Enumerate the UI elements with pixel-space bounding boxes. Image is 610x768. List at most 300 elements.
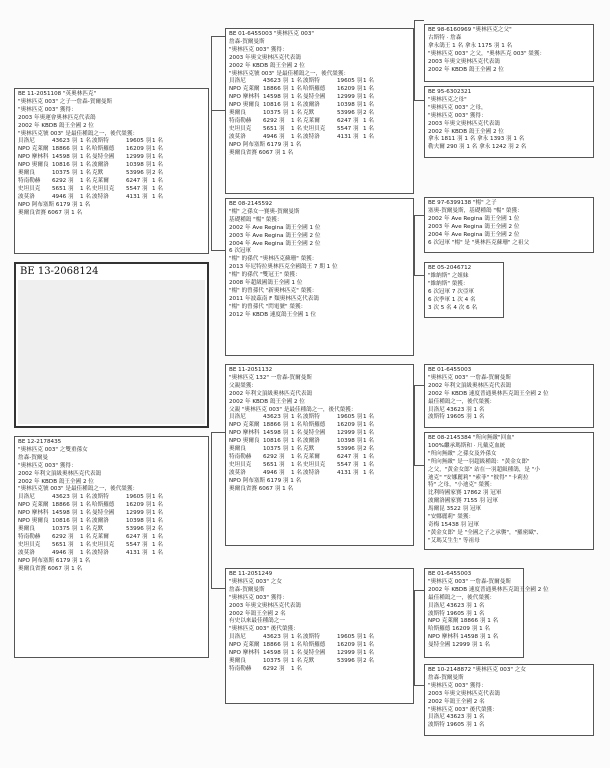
pedigree-text-line: 塞奧-賀爾曼斯，基礎種鴿 "楊" 榮獲： [428, 207, 523, 214]
pedigree-text-line: "維納斯" 榮獲： [428, 280, 469, 287]
result-row [229, 454, 410, 462]
result-cell: 14598 羽 [52, 510, 78, 517]
result-cell: 1 名 [152, 177, 163, 184]
result-cell: 1 名 [363, 414, 374, 421]
result-cell: 43623 羽 [263, 78, 289, 85]
connector-line [211, 432, 225, 433]
result-cell: NPO 摩林科 [18, 154, 49, 161]
result-cell: 2 名 [363, 110, 374, 117]
pedigree-text-line: "奧林匹克號 003" 是最佳種鴿之一，後代榮獲： [18, 486, 139, 493]
result-cell: 史坦貝克 [92, 185, 115, 192]
pedigree-text-line: 2004 年 Ave Regina 鴿王全國 2 位 [229, 240, 321, 247]
result-cell: 12999 羽 [337, 430, 363, 437]
ancestor-box-7 [424, 568, 549, 658]
result-cell: 1 名 [152, 502, 163, 509]
pedigree-text-line: "奧林匹克 003" 獲得： [428, 682, 487, 689]
result-cell: 曼特全國 [303, 650, 326, 657]
result-cell: 4946 羽 [263, 133, 285, 140]
result-cell: NPO 摩林科 [229, 430, 260, 437]
result-row [229, 118, 410, 126]
ancestor-box-8 [424, 664, 594, 736]
result-cell: 史坦貝克 [303, 125, 326, 132]
result-cell: 1 名 [80, 541, 91, 548]
result-cell: 波爾洛 [92, 518, 109, 525]
result-cell: 1 名 [363, 469, 374, 476]
sire-box [14, 88, 209, 254]
pedigree-text-line: BE 05-2046712 [428, 265, 472, 271]
result-cell: 1 名 [152, 510, 163, 517]
result-cell: 6292 羽 [263, 117, 285, 124]
result-cell: 曼特全國 [92, 510, 115, 517]
result-cell: 18866 羽 [52, 146, 78, 153]
result-cell: 波斯特 [92, 494, 109, 501]
ancestor-box-5 [424, 364, 594, 428]
pedigree-text-line: 2002 年 KBDB 速度普通奧林匹克鴿王全國 2 位 [428, 390, 549, 397]
pedigree-text-line: "奧林匹克 003" 之子一詹森-賀爾曼斯 [18, 98, 113, 105]
result-cell: 14598 羽 [263, 94, 289, 101]
pedigree-text-line: BE 11-2051249 [229, 571, 273, 577]
result-summary-line: NPO 阿布塞斯 6179 羽 1 名 [229, 141, 302, 148]
pedigree-text-line: BE 11-2051108 "英奧林匹克" [18, 91, 97, 97]
pedigree-text-line: "奧林匹克 003" 獲得： [18, 106, 77, 113]
result-cell: 1 名 [363, 438, 374, 445]
result-summary-line: 奧爾良省賽 6067 羽 1 名 [18, 209, 83, 216]
pedigree-text-line: "楊" 的曾孫代 "新奧林匹克" 榮獲： [229, 287, 318, 294]
result-cell: 10398 羽 [337, 102, 363, 109]
pedigree-text-line: 詹森-賀爾曼斯 [428, 674, 464, 681]
result-cell: 1 名 [80, 162, 91, 169]
pedigree-text-line: 古斯特 · 詹森 [428, 34, 462, 41]
result-cell: NPO 克萊爾 [18, 146, 49, 153]
result-cell: 史坦貝克 [303, 461, 326, 468]
result-cell: 波特洛 [92, 193, 109, 200]
pedigree-text-line: 6 次冠軍 [229, 248, 252, 255]
result-cell: 1 名 [80, 525, 91, 532]
result-summary-line: NPO 阿布塞斯 6179 羽 1 名 [18, 557, 91, 564]
pedigree-text-line: 2002 年利文頂級奧林匹克代表鴿 [229, 390, 313, 397]
result-cell: 克萊爾 [92, 177, 109, 184]
result-cell: 1 名 [152, 494, 163, 501]
result-cell: 18866 羽 [263, 86, 289, 93]
pedigree-text-line: "奧林匹克 003" 一詹森-賀爾曼斯 [428, 374, 511, 381]
pedigree-text-line: "奧林匹克 003" 一詹森-賀爾曼斯 [428, 578, 511, 585]
result-cell: 史坦貝克 [18, 541, 41, 548]
result-row [18, 502, 205, 510]
pedigree-text-line: 2003 年 Ave Regina 鴿王全國 2 位 [229, 232, 321, 239]
result-cell: 6247 羽 [337, 453, 359, 460]
pedigree-text-line: "維納斯" 之姐妹 [428, 272, 469, 279]
result-cell: 1 名 [291, 110, 302, 117]
result-cell: 哈斯羅德 [92, 146, 115, 153]
result-cell: NPO 摩林科 [229, 94, 260, 101]
pedigree-text-line: "黃金女郎" 是 "全國之子之承襲"，"羅密歐"、 [428, 529, 543, 536]
result-cell: 波莫洛 [18, 549, 35, 556]
pedigree-text-line: 2012 年 KBDB 速度鴿王全國 1 位 [229, 311, 317, 318]
result-cell: 曼特全國 [303, 430, 326, 437]
pedigree-text-line: 特" 之母，"小迪克" 榮獲： [428, 482, 496, 489]
result-cell: 哈斯羅德 [303, 86, 326, 93]
result-cell: 1 名 [80, 510, 91, 517]
pedigree-text-line: "楊" 的孫代 "奧林匹克蘇珊" 榮獲： [229, 256, 318, 263]
result-cell: 43623 羽 [263, 634, 289, 641]
pedigree-text-line: 波斯特 19605 羽 1 名 [428, 610, 485, 617]
result-row [18, 518, 205, 526]
result-cell: 16209 羽 [337, 86, 363, 93]
result-cell: 波爾洛 [92, 162, 109, 169]
pedigree-text-line: "奧林匹克 003" 之母， [428, 104, 487, 111]
result-cell: 波爾洛 [303, 102, 320, 109]
result-cell: 1 名 [291, 86, 302, 93]
result-cell: 2 名 [363, 657, 374, 664]
result-row [229, 462, 410, 470]
pedigree-text-line: 2002 年 KBDB 鴿王全國 2 位 [428, 128, 504, 135]
result-cell: 克默 [92, 525, 104, 532]
pedigree-text-line: "艾瑪艾生生" 等祖母 [428, 537, 480, 544]
result-cell: 5547 羽 [126, 541, 148, 548]
result-cell: NPO 克萊爾 [229, 422, 260, 429]
pedigree-text-line: "奧林匹克 003" 之雙重孫女 [18, 446, 88, 453]
result-cell: 1 名 [363, 117, 374, 124]
result-cell: NPO 奧爾良 [229, 438, 260, 445]
result-cell: 1 名 [80, 170, 91, 177]
result-cell: 1 名 [152, 193, 163, 200]
result-cell: 2 名 [363, 446, 374, 453]
result-cell: 波莫洛 [229, 133, 246, 140]
result-cell: 1 名 [152, 549, 163, 556]
pedigree-text-line: 基礎種鴿 "楊" 榮獲： [229, 216, 283, 223]
result-cell: 克萊爾 [92, 533, 109, 540]
bird-photo-frame [14, 262, 209, 428]
result-cell: 1 名 [363, 461, 374, 468]
result-cell: 10375 羽 [52, 525, 78, 532]
result-row [229, 666, 410, 674]
pedigree-text-line: 奇梅 15438 羽 冠軍 [428, 521, 480, 528]
pedigree-text-line: BE 10-2148872 "奧林匹克 003" 之女 [428, 667, 526, 673]
result-cell: 19605 羽 [337, 634, 363, 641]
result-cell: NPO 克萊爾 [229, 86, 260, 93]
result-cell: 1 名 [363, 125, 374, 132]
result-cell: 6292 羽 [263, 453, 285, 460]
result-cell: 1 名 [152, 162, 163, 169]
pedigree-text-line: 馬爾昆 3522 羽 冠軍 [428, 506, 482, 513]
pedigree-text-line: "奧林匹克 003" 後代榮獲： [428, 706, 498, 713]
pedigree-text-line: "奧林匹克 003" 獲得： [18, 462, 77, 469]
result-cell: 1 名 [363, 642, 374, 649]
result-cell: 6292 羽 [52, 177, 74, 184]
pedigree-text-line: "奧林匹克 003" 獲得： [229, 46, 288, 53]
pedigree-text-line: "奧林匹克 003" 之父，"奧林匹克 003" 榮獲： [428, 50, 546, 57]
pedigree-text-line: 拿永 1811 羽 1 名 拿永 1393 羽 1 名 [428, 136, 525, 143]
result-cell: 10375 羽 [263, 446, 289, 453]
pedigree-text-line: 詹森-賀爾曼斯 [229, 38, 265, 45]
result-row [18, 170, 205, 178]
result-cell: 1 名 [363, 650, 374, 657]
result-cell: 4946 羽 [52, 193, 74, 200]
result-cell: 特南勒赫 [229, 117, 252, 124]
result-cell: 奧爾良 [18, 170, 35, 177]
paternal-granddam-box [225, 198, 414, 356]
connector-line [211, 36, 212, 110]
result-cell: 曼特全國 [303, 94, 326, 101]
result-cell: 克默 [92, 170, 104, 177]
connector-line [211, 110, 225, 111]
result-cell: 19605 羽 [337, 78, 363, 85]
pedigree-text-line: 2013 年尼特拉奧林匹克全國鴿王 7 期 1 位 [229, 264, 338, 271]
pedigree-text-line: 最佳種鴿之一，後代榮獲： [428, 594, 496, 601]
result-cell: 16209 羽 [126, 502, 152, 509]
pedigree-text-line: 之父，"黃金女郎" 站在一羽超級種鴿，是 "小 [428, 466, 540, 473]
result-row [18, 550, 205, 558]
pedigree-text-line: 哈斯羅德 16209 羽 1 名 [428, 626, 491, 633]
result-cell: 1 名 [291, 634, 302, 641]
result-cell: 貝洛尼 [229, 634, 246, 641]
result-cell: 16209 羽 [337, 422, 363, 429]
result-cell: 哈斯羅德 [303, 422, 326, 429]
result-cell: NPO 克萊爾 [18, 502, 49, 509]
result-cell: 1 名 [291, 422, 302, 429]
result-cell: 1 名 [363, 133, 374, 140]
result-cell: 53996 羽 [337, 657, 363, 664]
result-row [229, 438, 410, 446]
result-cell: 5547 羽 [126, 185, 148, 192]
result-cell: 1 名 [291, 446, 302, 453]
pedigree-text-line: 貝洛尼 43623 羽 1 名 [428, 602, 485, 609]
result-cell: 貝洛尼 [18, 494, 35, 501]
result-cell: 奧爾良 [229, 110, 246, 117]
pedigree-text-line: 3 次 5 名 4 次 6 名 [428, 304, 478, 311]
result-cell: 1 名 [80, 518, 91, 525]
pedigree-text-line: BE 08-2145384 "所向無敵"回血" [428, 435, 515, 441]
ancestor-box-1 [424, 24, 594, 82]
connector-line [414, 275, 424, 276]
result-cell: 波斯特 [303, 78, 320, 85]
result-row [18, 510, 205, 518]
result-cell: 波莫洛 [229, 469, 246, 476]
connector-line [211, 250, 225, 251]
result-cell: 18866 羽 [263, 642, 289, 649]
result-cell: 53996 羽 [126, 170, 152, 177]
result-cell: 1 名 [152, 518, 163, 525]
result-cell: 1 名 [291, 650, 302, 657]
connector-line [414, 385, 424, 386]
result-cell: 史坦貝克 [92, 541, 115, 548]
result-cell: 1 名 [80, 138, 91, 145]
result-row [18, 542, 205, 550]
result-cell: 10816 羽 [52, 162, 78, 169]
paternal-grandsire-box [225, 28, 414, 194]
pedigree-text-line: 波斯特 19605 羽 1 名 [428, 414, 485, 421]
result-row [229, 634, 410, 642]
result-cell: 奧爾良 [229, 657, 246, 664]
result-cell: 6247 羽 [337, 117, 359, 124]
result-cell: NPO 摩林科 [229, 650, 260, 657]
connector-line [414, 385, 415, 465]
pedigree-text-line: 2011 年波茲南 F 類奧林匹克代表鴿 [229, 295, 319, 302]
pedigree-text-line: 最佳種鴿之一，後代榮獲： [428, 398, 496, 405]
pedigree-text-line: "所向無敵" 是一羽超級種鴿："黃金女郎" [428, 458, 530, 465]
pedigree-text-line: "奧林匹克 003" 之女 [229, 578, 282, 585]
pedigree-text-line: 拿永鴿王 1 名 拿永 1175 羽 1 名 [428, 42, 513, 49]
pedigree-text-line: BE 12-2178435 [18, 439, 62, 445]
result-row [229, 446, 410, 454]
result-cell: 1 名 [363, 94, 374, 101]
result-cell: 1 名 [291, 469, 302, 476]
result-cell: 6292 羽 [263, 665, 285, 672]
result-cell: 1 名 [80, 177, 91, 184]
pedigree-text-line: 2002 年 Ave Regina 鴿王全國 1 位 [229, 224, 321, 231]
pedigree-text-line: 2003 年奧運會奧林匹克代表鴿 [18, 114, 96, 121]
result-cell: 10375 羽 [263, 110, 289, 117]
result-cell: 5547 羽 [337, 125, 359, 132]
result-row [18, 526, 205, 534]
result-cell: 波斯特 [303, 414, 320, 421]
result-cell: 波特洛 [92, 549, 109, 556]
result-cell: 克萊爾 [303, 453, 320, 460]
result-cell: 哈斯羅德 [303, 642, 326, 649]
connector-line [414, 590, 424, 591]
result-cell: 4946 羽 [263, 469, 285, 476]
result-cell: 6247 羽 [126, 533, 148, 540]
result-cell: 1 名 [80, 193, 91, 200]
result-summary-line: 奧爾良省賽 6067 羽 1 名 [229, 485, 294, 492]
result-cell: NPO 奧爾良 [18, 162, 49, 169]
result-cell: 1 名 [363, 430, 374, 437]
pedigree-text-line: BE 95-6302321 [428, 89, 472, 95]
maternal-granddam-box [225, 568, 414, 704]
result-row [229, 134, 410, 142]
connector-line [414, 20, 424, 21]
result-cell: 2 名 [152, 525, 163, 532]
pedigree-text-line: 2003 年奧文奧林匹克代表鴿 [428, 690, 500, 697]
result-row [229, 470, 410, 478]
result-cell: 53996 羽 [126, 525, 152, 532]
pedigree-text-line: 詹森-賀爾曼 [18, 454, 48, 461]
result-cell: 5651 羽 [52, 541, 74, 548]
result-cell: 4131 羽 [337, 469, 359, 476]
result-cell: 5651 羽 [263, 461, 285, 468]
pedigree-text-line: BE 01-6455003 "奧林匹克 003" [229, 31, 314, 37]
connector-line [211, 36, 225, 37]
result-cell: 1 名 [80, 533, 91, 540]
result-cell: 1 名 [291, 117, 302, 124]
pedigree-text-line: "楊" 的曾孫代 "閃電號" 榮獲： [229, 303, 307, 310]
result-cell: 1 名 [291, 133, 302, 140]
ancestor-box-2 [424, 86, 594, 158]
result-cell: 1 名 [80, 494, 91, 501]
pedigree-text-line: 2002 年 KBDB 鴿王全國 2 位 [18, 122, 94, 129]
result-cell: 波莫洛 [18, 193, 35, 200]
maternal-grandsire-box [225, 364, 414, 546]
pedigree-text-line: 2003 年奧文奧林匹克代表鴿 [229, 54, 301, 61]
result-cell: 特南勒赫 [229, 453, 252, 460]
pedigree-text-line: 2002 年利文頂級奧林匹克代表鴿 [428, 382, 512, 389]
result-row [18, 178, 205, 186]
pedigree-text-line: 父親 "奧林匹克 003" 是最佳種鴿之一，後代榮獲： [229, 406, 357, 413]
pedigree-text-line: 父親榮獲： [229, 382, 257, 389]
result-cell: 12999 羽 [126, 154, 152, 161]
result-cell: 1 名 [291, 453, 302, 460]
result-summary-line: 奧爾良省賽 6067 羽 1 名 [18, 565, 83, 572]
pedigree-text-line: 詹森-賀爾曼斯 [229, 586, 265, 593]
pedigree-text-line: BE 01-6455003 [428, 367, 472, 373]
result-cell: 1 名 [291, 78, 302, 85]
result-cell: 14598 羽 [52, 154, 78, 161]
result-cell: 19605 羽 [126, 138, 152, 145]
result-cell: 哈斯羅德 [92, 502, 115, 509]
result-cell: 1 名 [363, 78, 374, 85]
result-cell: NPO 摩林科 [18, 510, 49, 517]
pedigree-text-line: 2002 年 Ave Regina 鴿王全國 1 位 [428, 215, 520, 222]
result-cell: NPO 克萊爾 [229, 642, 260, 649]
result-cell: 12999 羽 [337, 94, 363, 101]
result-row [18, 162, 205, 170]
pedigree-text-line: 曼特全國 12999 羽 1 名 [428, 642, 491, 649]
connector-line [414, 20, 415, 100]
pedigree-text-line: NPO 克萊爾 18866 羽 1 名 [428, 618, 499, 625]
result-cell: 10398 羽 [337, 438, 363, 445]
pedigree-text-line: 波斯特 19605 羽 1 名 [428, 722, 485, 729]
connector-line [414, 685, 424, 686]
pedigree-text-line: 比利時國家賽 17862 羽 冠軍 [428, 490, 502, 497]
pedigree-text-line: "奧林匹克 003" 獲得： [428, 112, 487, 119]
result-cell: 10375 羽 [263, 657, 289, 664]
result-cell: NPO 奧爾良 [229, 102, 260, 109]
result-cell: 1 名 [291, 665, 302, 672]
result-row [229, 650, 410, 658]
connector-line [414, 215, 424, 216]
result-row [229, 110, 410, 118]
result-cell: 1 名 [291, 461, 302, 468]
result-cell [337, 666, 363, 674]
result-cell: 1 名 [291, 125, 302, 132]
result-cell: 史坦貝克 [18, 185, 41, 192]
pedigree-text-line: 2008 年超級國鴿王全國 1 位 [229, 280, 303, 287]
result-row [229, 658, 410, 666]
result-cell: 特南勒赫 [229, 665, 252, 672]
result-cell: 1 名 [291, 94, 302, 101]
pedigree-text-line: BE 01-6455003 [428, 571, 472, 577]
pedigree-text-line: 勒夫爾 290 羽 1 名 拿永 1242 羽 2 名 [428, 144, 527, 151]
result-cell: 10398 羽 [126, 518, 152, 525]
result-cell: 1 名 [291, 642, 302, 649]
result-cell: 53996 羽 [337, 446, 363, 453]
result-cell: 曼特全國 [92, 154, 115, 161]
result-cell: 特南勒赫 [18, 533, 41, 540]
pedigree-text-line: "安娜麗莉" 榮獲： [428, 514, 475, 521]
result-row [229, 126, 410, 134]
result-cell: 1 名 [80, 154, 91, 161]
result-cell: 16209 羽 [337, 642, 363, 649]
result-cell: 14598 羽 [263, 650, 289, 657]
result-row [18, 154, 205, 162]
result-cell: 1 名 [152, 185, 163, 192]
pedigree-text-line: 2002 年 KBDB 鴿王全國 2 位 [229, 398, 305, 405]
pedigree-text-line: 2003 年奧文奧林匹克代表鴿 [428, 120, 500, 127]
result-cell: 19605 羽 [126, 494, 152, 501]
result-cell: 10375 羽 [52, 170, 78, 177]
pedigree-text-line: "奧林匹克 132" 一詹森-賀爾曼斯 [229, 374, 312, 381]
pedigree-text-line: 2002 年鴿王全國 2 名 [428, 698, 485, 705]
result-row [18, 534, 205, 542]
result-cell: 1 名 [363, 102, 374, 109]
result-row [18, 194, 205, 202]
pedigree-text-line: 6 次冠軍 "楊" 是 "奧林匹克蘇珊" 之祖父 [428, 239, 530, 246]
result-cell: 克默 [303, 657, 315, 664]
result-cell: 奧爾良 [18, 525, 35, 532]
result-cell: 1 名 [152, 146, 163, 153]
result-cell: 1 名 [152, 533, 163, 540]
pedigree-text-line: 2003 年奧文奧林匹克代表鴿 [229, 602, 301, 609]
